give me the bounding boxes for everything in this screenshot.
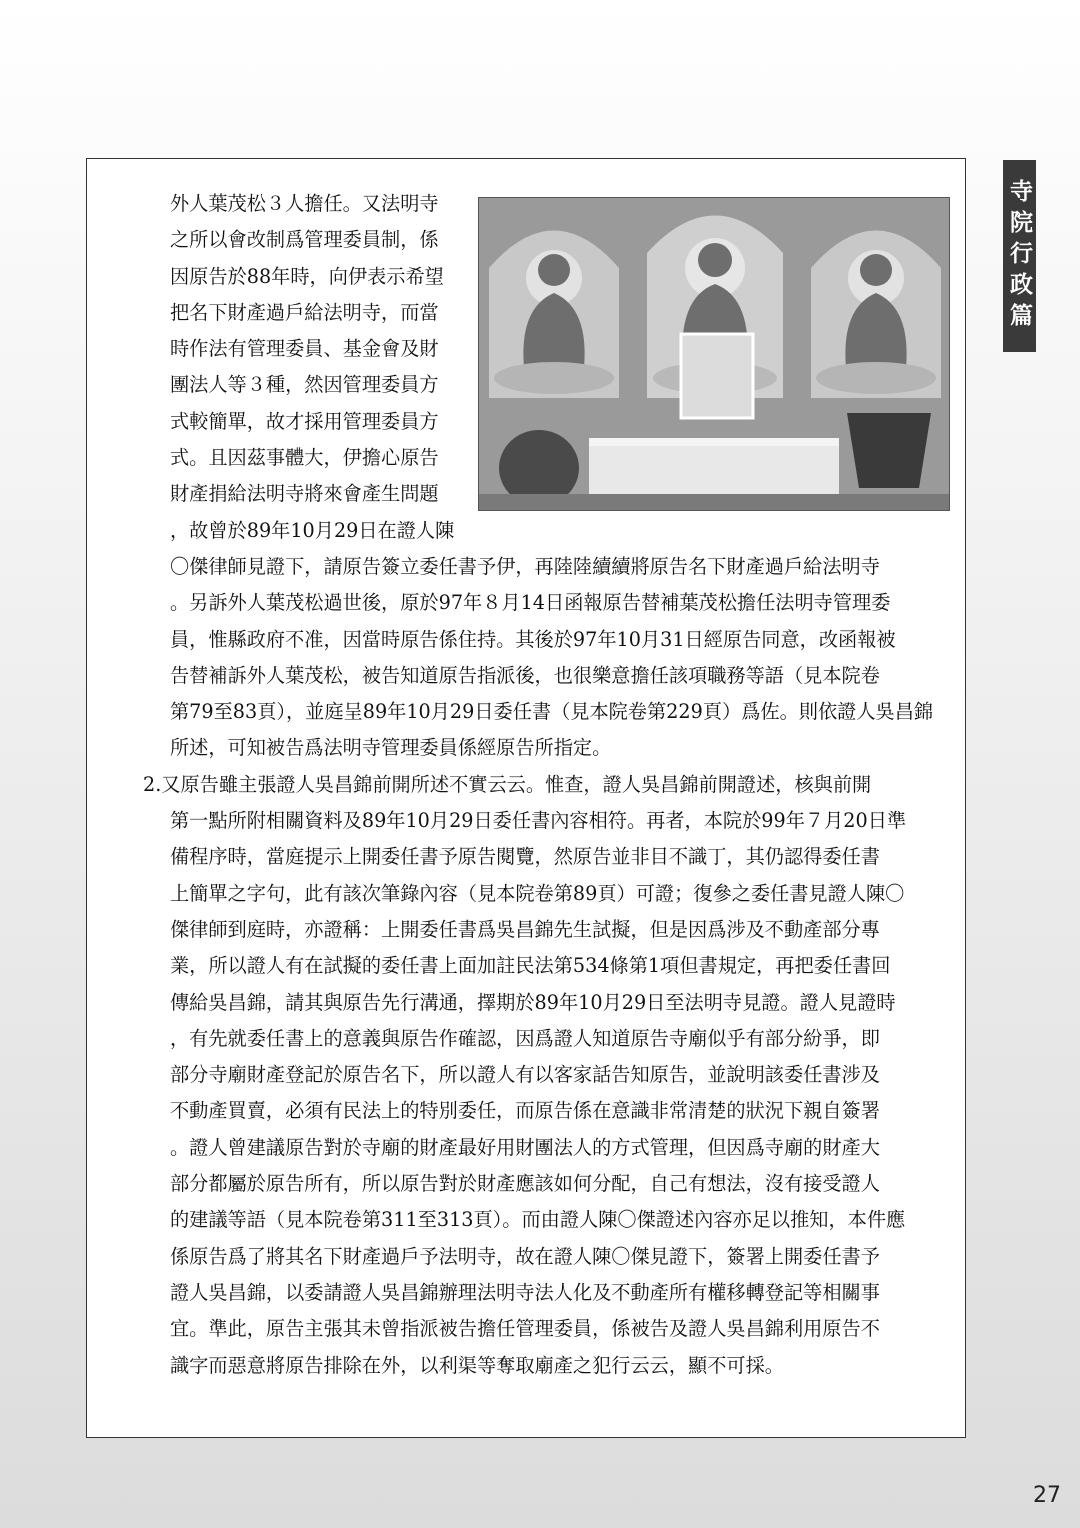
text-line: 識字而惡意將原告排除在外，以利渠等奪取廟產之犯行云云，顯不可採。: [170, 1353, 784, 1377]
text-line: 的建議等語（見本院卷第311至313頁）。而由證人陳〇傑證述內容亦足以推知，本件應: [170, 1208, 906, 1232]
text-line: 。另訴外人葉茂松過世後，原於97年８月14日函報原告替補葉茂松擔任法明寺管理委: [170, 591, 891, 615]
text-line: 因原告於88年時，向伊表示希望: [170, 264, 444, 288]
text-line: 不動產買賣，必須有民法上的特別委任，而原告係在意識非常清楚的狀況下親自簽署: [170, 1099, 880, 1123]
text-line: 團法人等３種，然因管理委員方: [170, 373, 439, 397]
text-line: 傑律師到庭時，亦證稱：上開委任書爲吳昌錦先生試擬，但是因爲涉及不動產部分專: [170, 917, 880, 941]
text-line: 證人吳昌錦，以委請證人吳昌錦辦理法明寺法人化及不動產所有權移轉登記等相關事: [170, 1280, 880, 1304]
text-line: 部分寺廟財產登記於原告名下，所以證人有以客家話告知原告，並說明該委任書涉及: [170, 1063, 880, 1087]
text-line: 業，所以證人有在試擬的委任書上面加註民法第534條第1項但書規定，再把委任書回: [170, 954, 891, 978]
text-line: 之所以會改制爲管理委員制，係: [170, 228, 439, 252]
text-line: 員，惟縣政府不准，因當時原告係住持。其後於97年10月31日經原告同意，改函報被: [170, 627, 896, 651]
document-body: [143, 186, 960, 1384]
page-number: 27: [1033, 1483, 1061, 1508]
text-line: ，有先就委任書上的意義與原告作確認，因爲證人知道原告寺廟似乎有部分紛爭，即: [170, 1026, 880, 1050]
section-tab[interactable]: [1003, 160, 1036, 352]
text-line: 傳給吳昌錦，請其與原告先行溝通，擇期於89年10月29日至法明寺見證。證人見證時: [170, 990, 896, 1014]
text-line: 。證人曾建議原告對於寺廟的財產最好用財團法人的方式管理，但因爲寺廟的財產大: [170, 1135, 880, 1159]
section-tab-label: 寺院行政篇: [1006, 178, 1032, 334]
text-line: 外人葉茂松３人擔任。又法明寺: [170, 192, 439, 215]
text-line: 2.又原告雖主張證人吳昌錦前開所述不實云云。惟查，證人吳昌錦前開證述，核與前開: [143, 772, 872, 796]
text-line: 所述，可知被告爲法明寺管理委員係經原告所指定。: [170, 736, 612, 760]
text-line: 備程序時，當庭提示上開委任書予原告閱覽，然原告並非目不識丁，其仍認得委任書: [170, 845, 880, 869]
text-line: 第79至83頁），並庭呈89年10月29日委任書（見本院卷第229頁）爲佐。則依證人吳昌錦: [170, 700, 934, 724]
text-line: ，故曾於89年10月29日在證人陳: [170, 518, 455, 542]
text-line: 告替補訴外人葉茂松，被告知道原告指派後，也很樂意擔任該項職務等語（見本院卷: [170, 663, 880, 687]
text-line: 財產捐給法明寺將來會產生問題: [170, 482, 439, 506]
text-line: 時作法有管理委員、基金會及財: [170, 337, 439, 361]
text-line: 〇傑律師見證下，請原告簽立委任書予伊，再陸陸續續將原告名下財產過戶給法明寺: [170, 554, 880, 578]
text-line: 式較簡單，故才採用管理委員方: [170, 409, 439, 433]
text-line: 式。且因茲事體大，伊擔心原告: [170, 446, 439, 470]
text-line: 第一點所附相關資料及89年10月29日委任書內容相符。再者，本院於99年７月20日準: [170, 809, 907, 833]
text-line: 係原告爲了將其名下財產過戶予法明寺，故在證人陳〇傑見證下，簽署上開委任書予: [170, 1244, 880, 1268]
text-line: 把名下財產過戶給法明寺，而當: [170, 300, 439, 324]
text-line: 部分都屬於原告所有，所以原告對於財產應該如何分配，自己有想法，沒有接受證人: [170, 1172, 880, 1196]
text-line: 宜。準此，原告主張其未曾指派被告擔任管理委員，係被告及證人吳昌錦利用原告不: [170, 1317, 880, 1341]
text-line: 上簡單之字句，此有該次筆錄內容（見本院卷第89頁）可證；復參之委任書見證人陳〇: [170, 881, 905, 905]
